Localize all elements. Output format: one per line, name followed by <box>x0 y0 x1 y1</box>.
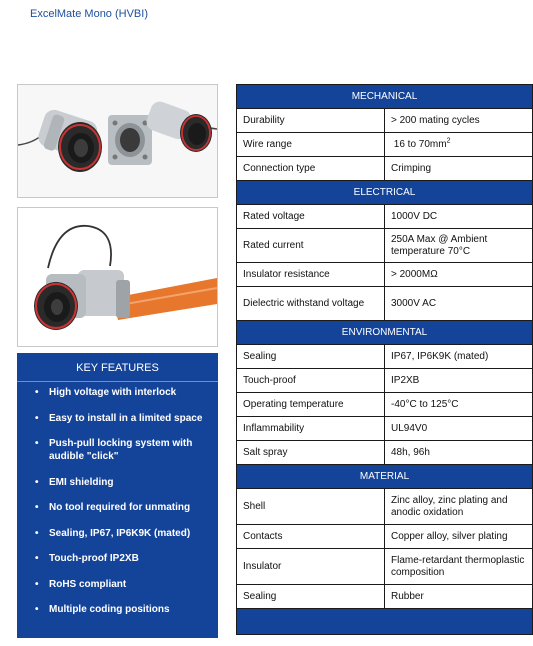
spec-label: Durability <box>237 109 385 133</box>
spec-row <box>237 157 533 181</box>
spec-row <box>237 549 533 585</box>
spec-value: 48h, 96h <box>385 441 533 465</box>
spec-row <box>237 417 533 441</box>
spec-label: Insulator resistance <box>237 263 385 287</box>
spec-label: Inflammability <box>237 417 385 441</box>
spec-label: Wire range <box>237 133 385 157</box>
spec-value: 1000V DC <box>385 205 533 229</box>
spec-label: Dielectric withstand voltage <box>237 287 385 321</box>
spec-row <box>237 109 533 133</box>
spec-row <box>237 525 533 549</box>
spec-label: Sealing <box>237 345 385 369</box>
spec-label: Operating temperature <box>237 393 385 417</box>
spec-row <box>237 287 533 321</box>
spec-row <box>237 205 533 229</box>
spec-value: 250A Max @ Ambient temperature 70°C <box>385 229 533 263</box>
spec-value: Rubber <box>385 585 533 609</box>
section-header-electrical <box>237 181 533 205</box>
spec-value: UL94V0 <box>385 417 533 441</box>
spec-value: 16 to 70mm <box>393 138 447 150</box>
feature-item: • Easy to install in a limited space <box>33 412 218 425</box>
spec-row <box>237 585 533 609</box>
spec-row <box>237 345 533 369</box>
spec-value: IP2XB <box>385 369 533 393</box>
feature-item: • EMI shielding <box>33 476 218 489</box>
section-header-mechanical <box>237 85 533 109</box>
spec-label: Connection type <box>237 157 385 181</box>
section-title: MATERIAL <box>237 465 533 489</box>
table-footer-bar <box>237 609 533 635</box>
section-header-environmental <box>237 321 533 345</box>
superscript: 2 <box>446 137 451 145</box>
document-title: ExcelMate Mono (HVBI) <box>30 8 148 20</box>
spec-label: Salt spray <box>237 441 385 465</box>
spec-row <box>237 369 533 393</box>
feature-item: • Push-pull locking system with audible "click" <box>33 437 218 463</box>
section-header-material <box>237 465 533 489</box>
spec-label: Rated current <box>237 229 385 263</box>
spec-row <box>237 441 533 465</box>
key-features-panel <box>17 353 218 638</box>
spec-value: Flame-retardant thermoplastic composition <box>385 549 533 585</box>
key-features-title: KEY FEATURES <box>76 362 159 374</box>
spec-label: Contacts <box>237 525 385 549</box>
spec-label: Sealing <box>237 585 385 609</box>
spec-value: Copper alloy, silver plating <box>385 525 533 549</box>
spec-value: -40°C to 125°C <box>385 393 533 417</box>
spec-value: 3000V AC <box>385 287 533 321</box>
connector-pair-photo <box>17 84 218 198</box>
spec-label: Touch-proof <box>237 369 385 393</box>
spec-label: Rated voltage <box>237 205 385 229</box>
feature-item: • Multiple coding positions <box>33 603 218 616</box>
spec-value: Zinc alloy, zinc plating and anodic oxidation <box>385 489 533 525</box>
spec-label: Insulator <box>237 549 385 585</box>
specifications-table <box>236 84 533 635</box>
spec-row <box>237 133 533 157</box>
feature-item: • No tool required for unmating <box>33 501 218 514</box>
spec-row <box>237 229 533 263</box>
section-title: ELECTRICAL <box>237 181 533 205</box>
key-features-list <box>17 382 218 616</box>
spec-row <box>237 489 533 525</box>
connector-with-orange-cable-photo <box>17 207 218 347</box>
spec-value: > 200 mating cycles <box>385 109 533 133</box>
table-footer-cell <box>237 609 533 635</box>
section-title: ENVIRONMENTAL <box>237 321 533 345</box>
feature-item: • RoHS compliant <box>33 578 218 591</box>
feature-item: • Touch-proof IP2XB <box>33 552 218 565</box>
spec-value: IP67, IP6K9K (mated) <box>385 345 533 369</box>
feature-item: • High voltage with interlock <box>33 386 218 399</box>
spec-row <box>237 263 533 287</box>
section-title: MECHANICAL <box>237 85 533 109</box>
spec-value: > 2000MΩ <box>385 263 533 287</box>
spec-row <box>237 393 533 417</box>
spec-label: Shell <box>237 489 385 525</box>
feature-item: • Sealing, IP67, IP6K9K (mated) <box>33 527 218 540</box>
spec-value-cell <box>385 133 533 157</box>
spec-value: Crimping <box>385 157 533 181</box>
